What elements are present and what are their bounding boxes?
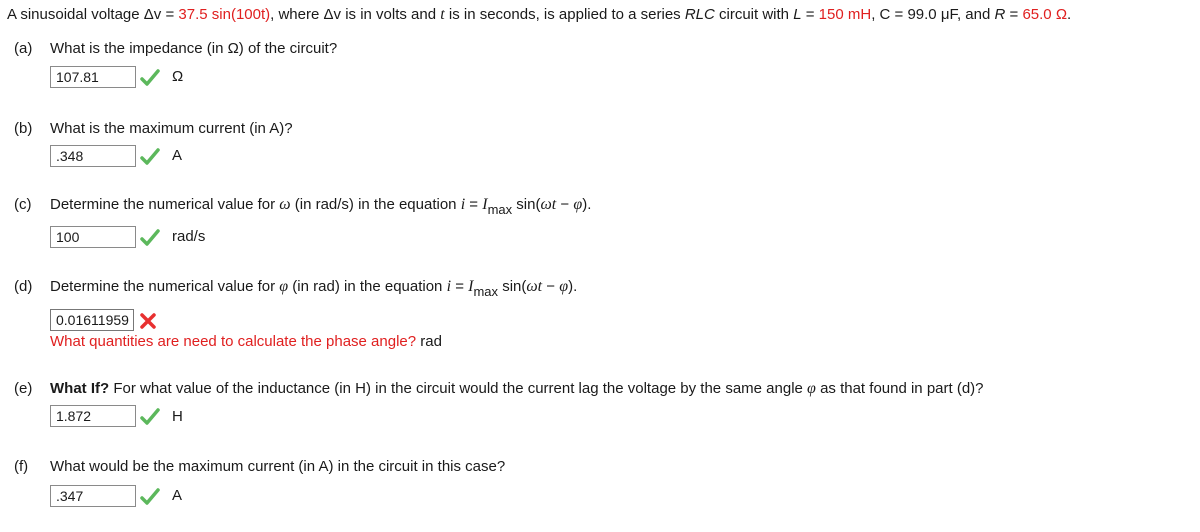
part-d-question: Determine the numerical value for φ (in rad) in the equation i = Imax sin(ωt − φ). (50, 278, 578, 299)
x-mark-icon (138, 311, 158, 331)
delta-v-symbol: Δv (143, 6, 162, 23)
part-b-label: (b) (14, 120, 33, 137)
part-f-unit: A (172, 487, 183, 504)
given-voltage: 37.5 sin(100t) (178, 6, 271, 23)
part-d-feedback (50, 333, 442, 350)
part-a-label: (a) (14, 40, 33, 57)
part-c-label: (c) (14, 196, 32, 213)
part-f-answer-input[interactable] (50, 485, 136, 507)
part-b-question: What is the maximum current (in A)? (50, 120, 293, 137)
given-inductance: 150 mH (818, 6, 872, 23)
part-d-unit: rad (420, 333, 442, 350)
part-c-answer-input[interactable] (50, 226, 136, 248)
part-d-answer-input[interactable] (50, 309, 134, 331)
problem-statement: A sinusoidal voltage Δv = 37.5 sin(100t), where Δv is in volts and t is in seconds, is applied to a series RLC circuit with L = 150 mH, C = 99.0 μF, and R = 65.0 Ω. (7, 6, 1072, 23)
part-a-unit: Ω (172, 68, 184, 85)
part-e-label: (e) (14, 380, 33, 397)
part-b-answer-input[interactable] (50, 145, 136, 167)
checkmark-icon (140, 68, 160, 88)
part-e-question: What If? For what value of the inductance (in H) in the circuit would the current lag the voltage by the same angle φ as that found in part (d)? (50, 380, 984, 397)
checkmark-icon (140, 487, 160, 507)
given-resistance: 65.0 Ω (1022, 6, 1068, 23)
given-capacitance: 99.0 μF (907, 6, 957, 23)
part-a-answer-input[interactable] (50, 66, 136, 88)
part-c-question: Determine the numerical value for ω (in rad/s) in the equation i = Imax sin(ωt − φ). (50, 196, 592, 217)
part-f-question: What would be the maximum current (in A) in the circuit in this case? (50, 458, 506, 475)
checkmark-icon (140, 407, 160, 427)
checkmark-icon (140, 147, 160, 167)
part-e-answer-input[interactable] (50, 405, 136, 427)
what-if-lead: What If? (50, 380, 110, 397)
feedback-text: What quantities are need to calculate the phase angle? (50, 333, 417, 350)
part-b-unit: A (172, 147, 183, 164)
part-a-question: What is the impedance (in Ω) of the circuit? (50, 40, 338, 57)
part-e-unit: H (172, 408, 183, 425)
part-f-label: (f) (14, 458, 29, 475)
part-c-unit: rad/s (172, 228, 206, 245)
part-d-label: (d) (14, 278, 33, 295)
checkmark-icon (140, 228, 160, 248)
